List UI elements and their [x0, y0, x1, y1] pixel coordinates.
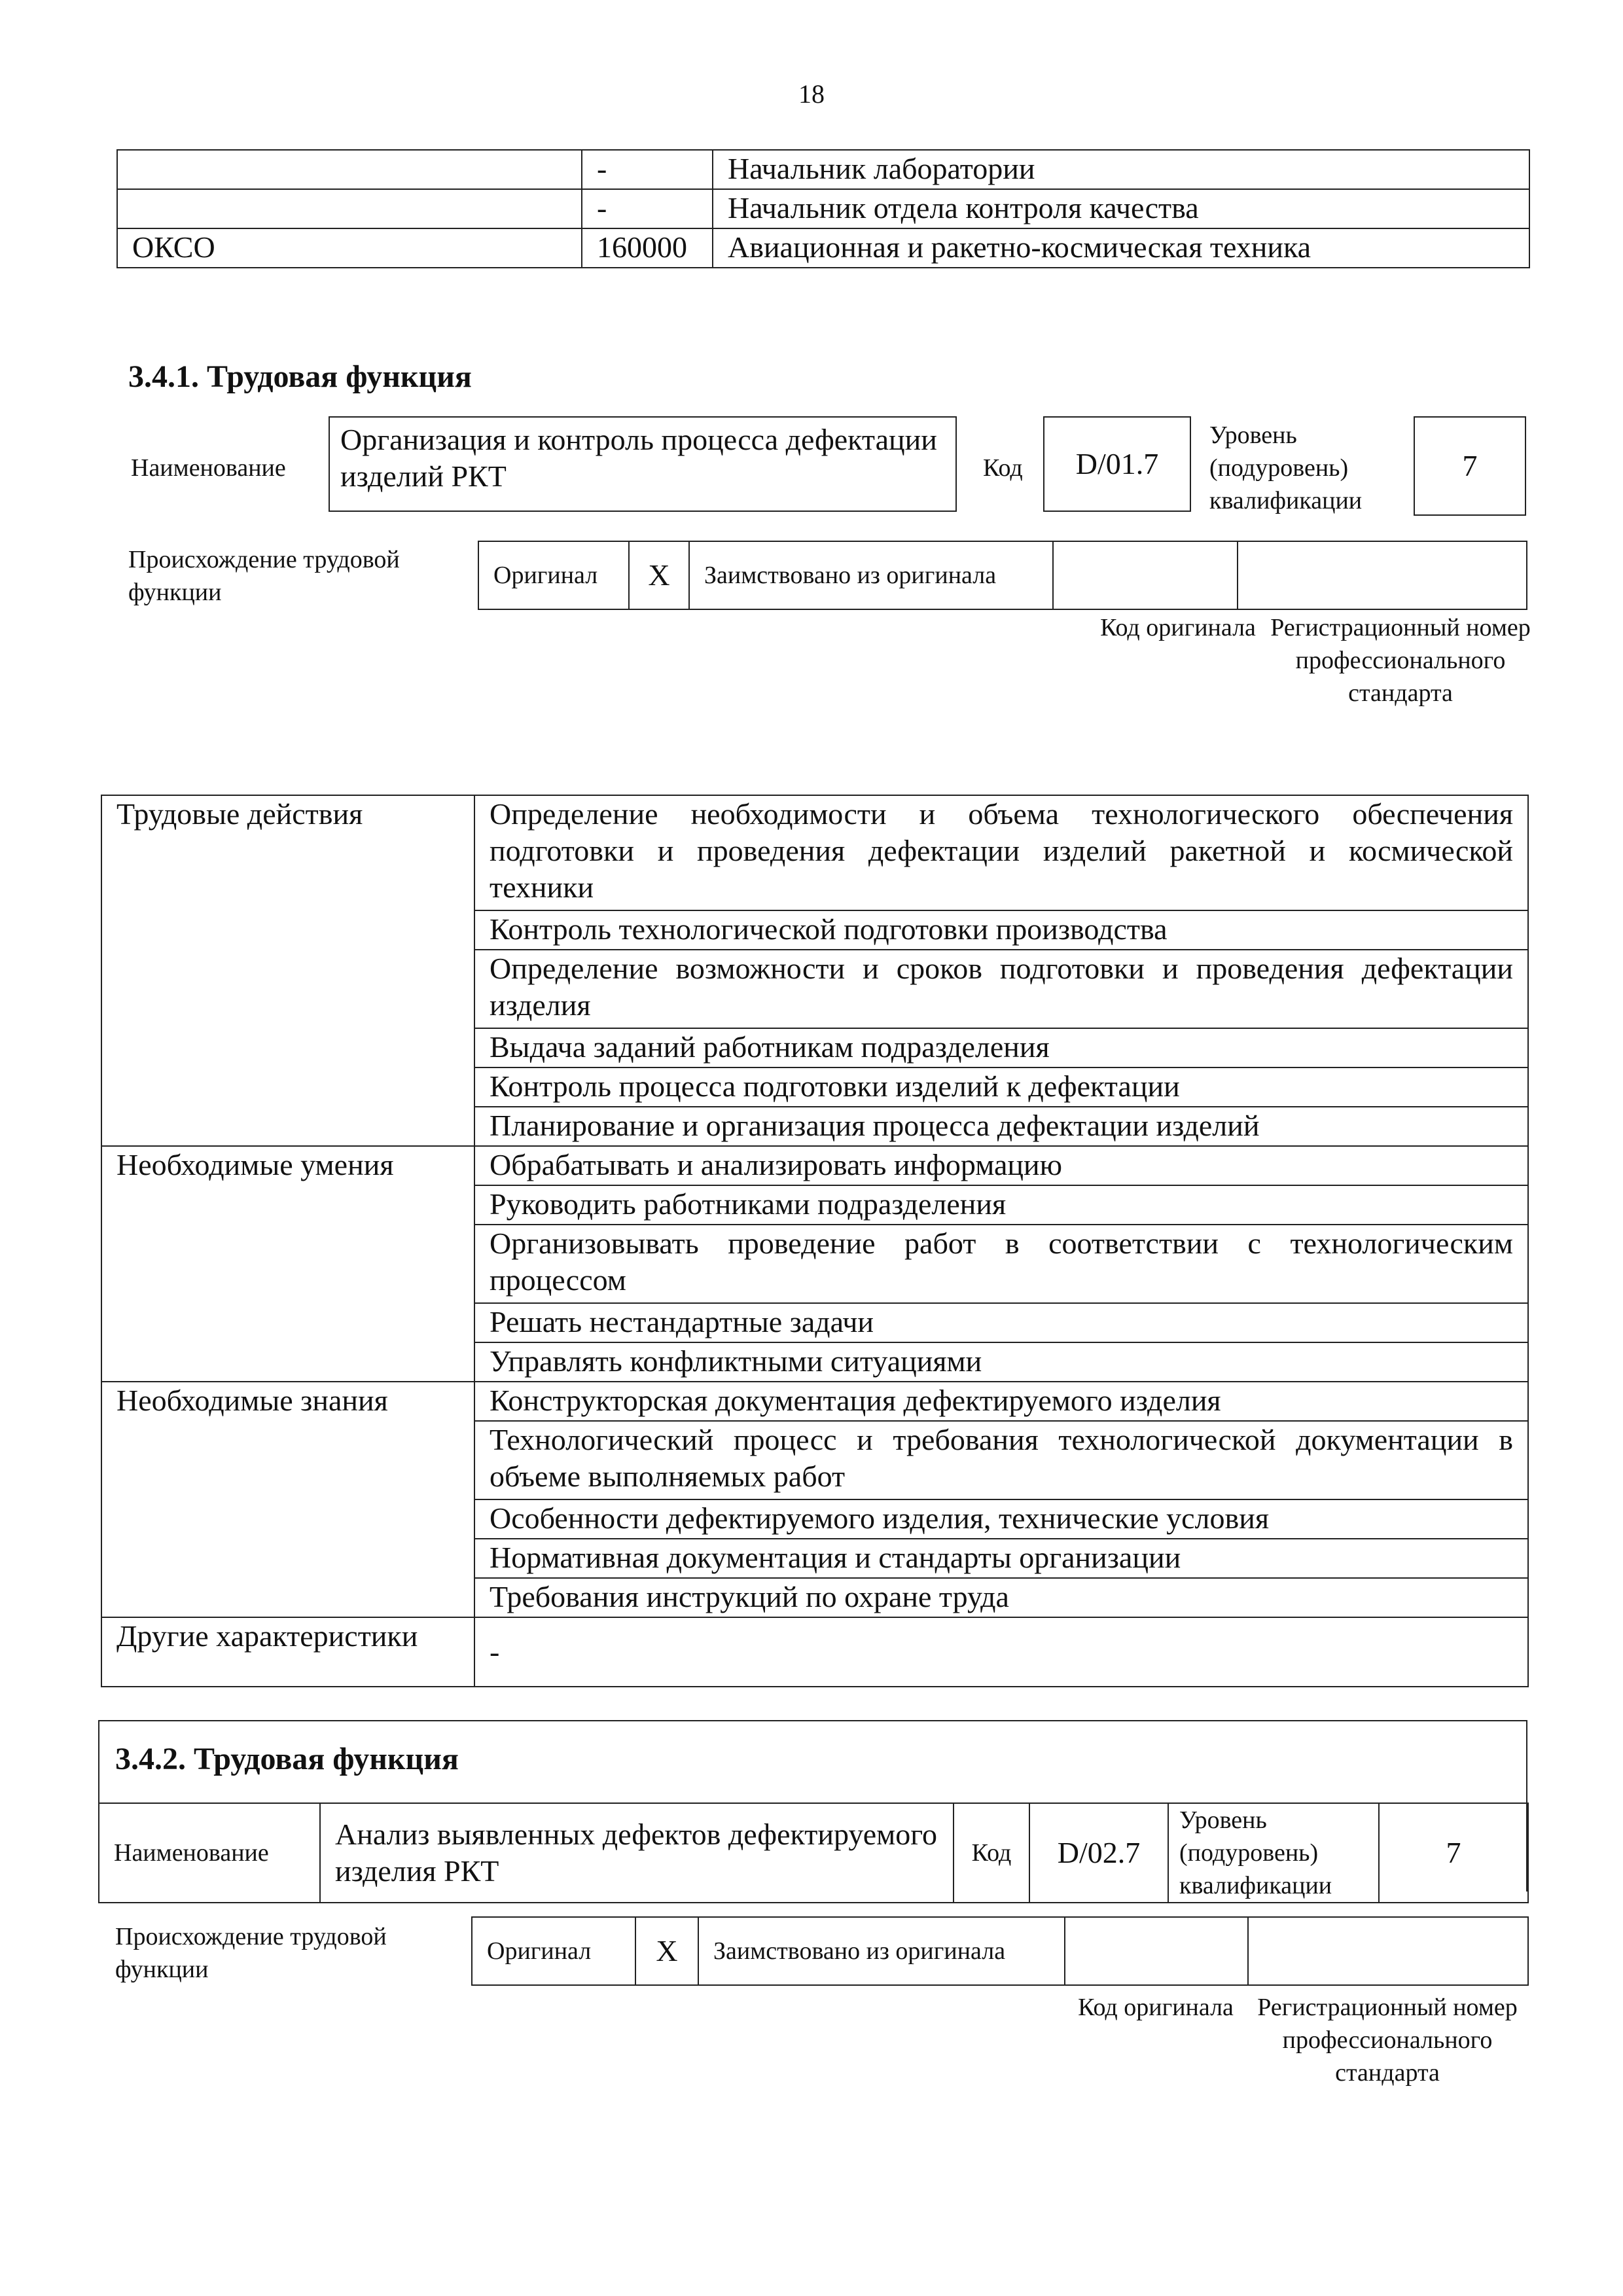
name-label: Наименование [131, 454, 286, 482]
qualification-level-value: 7 [1462, 449, 1478, 482]
original-mark-cell-342: X [635, 1917, 698, 1985]
code-label-342: Код [954, 1803, 1029, 1903]
function-name-box [329, 416, 957, 512]
skill-item: Управлять конфликтными ситуациями [474, 1342, 1528, 1382]
borrowed-label-cell-342: Заимствовано из оригинала [698, 1917, 1065, 1985]
code-original-caption: Код оригинала [1100, 614, 1256, 641]
labor-actions-label: Трудовые действия [101, 795, 474, 1146]
section-heading-342: 3.4.2. Трудовая функция [115, 1742, 459, 1776]
borrowed-label-cell: Заимствовано из оригинала [689, 541, 1053, 609]
labor-action-item: Контроль технологической подготовки производства [474, 910, 1528, 950]
occupation-table [116, 149, 1530, 268]
skill-item: Решать нестандартные задачи [474, 1303, 1528, 1342]
code-value-342: D/02.7 [1029, 1803, 1168, 1903]
qualification-level-box [1414, 416, 1526, 516]
reg-number-cell-342 [1248, 1917, 1528, 1985]
origin-table [478, 541, 1527, 610]
okso-label-cell: ОКСО [117, 228, 582, 268]
qualification-level-label: Уровень (подуровень) квалификации [1209, 422, 1363, 514]
code-label: Код [983, 454, 1023, 482]
skill-item: Руководить работниками подразделения [474, 1185, 1528, 1225]
page-number: 18 [798, 79, 825, 109]
code-original-caption-342: Код оригинала [1078, 1994, 1234, 2021]
other-characteristics-label: Другие характеристики [101, 1617, 474, 1687]
function-name-value: Организация и контроль процесса дефектации изделий РКТ [340, 423, 937, 493]
origin-label-342: Происхождение трудовой функции [115, 1923, 387, 1983]
labor-action-item: Контроль процесса подготовки изделий к дефектации [474, 1067, 1528, 1107]
reg-number-caption: Регистрационный номер профессионального стандарта [1270, 614, 1531, 707]
code-original-cell [1053, 541, 1238, 609]
occupation-code-cell: - [582, 150, 713, 189]
reg-number-caption-342: Регистрационный номер профессионального стандарта [1257, 1994, 1518, 2087]
occupation-code-cell: - [582, 189, 713, 228]
knowledge-item: Требования инструкций по охране труда [474, 1578, 1528, 1617]
knowledge-item: Особенности дефектируемого изделия, технические условия [474, 1499, 1528, 1539]
section-heading-341: 3.4.1. Трудовая функция [128, 359, 472, 394]
labor-action-item: Определение необходимости и объема технологического обеспечения подготовки и проведения дефектации изделий ракетной и космической техники [474, 795, 1528, 910]
okso-code-cell: 160000 [582, 228, 713, 268]
original-label-cell-342: Оригинал [472, 1917, 635, 1985]
skill-item: Организовывать проведение работ в соответствии с технологическим процессом [474, 1225, 1528, 1303]
code-value: D/01.7 [1075, 447, 1159, 480]
reg-number-cell [1238, 541, 1527, 609]
knowledge-item: Технологический процесс и требования технологической документации в объеме выполняемых работ [474, 1421, 1528, 1499]
skills-label: Необходимые умения [101, 1146, 474, 1382]
name-label-342: Наименование [99, 1803, 320, 1903]
occupation-label-cell [117, 189, 582, 228]
occupation-label-cell [117, 150, 582, 189]
code-value-box [1043, 416, 1191, 512]
origin-table-342 [471, 1916, 1529, 1986]
skill-item: Обрабатывать и анализировать информацию [474, 1146, 1528, 1185]
original-mark-cell: X [629, 541, 689, 609]
okso-name-cell: Авиационная и ракетно-космическая техника [713, 228, 1529, 268]
function-header-table-342 [98, 1803, 1529, 1903]
labor-action-item: Определение возможности и сроков подготовки и проведения дефектации изделия [474, 950, 1528, 1028]
qualification-level-value-342: 7 [1379, 1803, 1528, 1903]
occupation-name-cell: Начальник отдела контроля качества [713, 189, 1529, 228]
function-name-value-342: Анализ выявленных дефектов дефектируемого изделия РКТ [320, 1803, 954, 1903]
code-original-cell-342 [1065, 1917, 1248, 1985]
knowledge-label: Необходимые знания [101, 1382, 474, 1617]
knowledge-item: Конструкторская документация дефектируемого изделия [474, 1382, 1528, 1421]
origin-label: Происхождение трудовой функции [128, 546, 400, 606]
original-label-cell: Оригинал [478, 541, 629, 609]
qualification-level-label-342: Уровень (подуровень) квалификации [1168, 1803, 1379, 1903]
labor-action-item: Выдача заданий работникам подразделения [474, 1028, 1528, 1067]
labor-action-item: Планирование и организация процесса дефектации изделий [474, 1107, 1528, 1146]
labor-function-table [101, 795, 1529, 1687]
knowledge-item: Нормативная документация и стандарты организации [474, 1539, 1528, 1578]
occupation-name-cell: Начальник лаборатории [713, 150, 1529, 189]
other-characteristics-value: - [474, 1617, 1528, 1687]
